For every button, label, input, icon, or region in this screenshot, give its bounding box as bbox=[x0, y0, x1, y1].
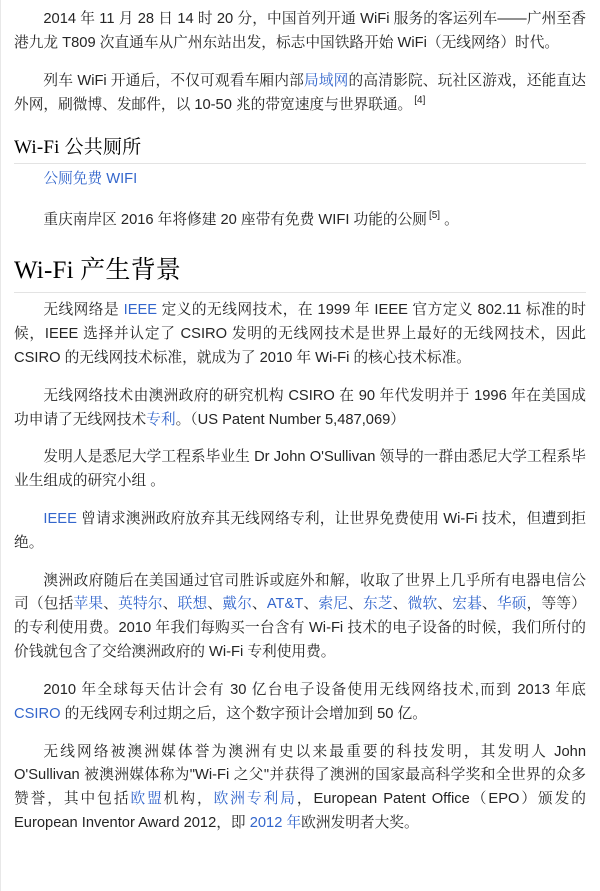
section-heading-wifi-public-toilet: Wi-Fi 公共厕所 bbox=[14, 132, 586, 164]
inline-link[interactable]: 欧洲专利局 bbox=[213, 791, 297, 808]
paragraph-bg-4: IEEE 曾请求澳洲政府放弃其无线网络专利，让世界免费使用 Wi-Fi 技术，但遭到拒绝。 bbox=[14, 511, 586, 551]
inline-link[interactable]: 英特尔 bbox=[118, 596, 163, 613]
paragraph-bg-5: 澳洲政府随后在美国通过官司胜诉或庭外和解，收取了世界上几乎所有电器电信公司（包括苹果、英特尔、联想、戴尔、AT&T、索尼、东芝、微软、宏碁、华硕，等等）的专利使用费。2010 年我们每购买一台含有 Wi-Fi 技术的电子设备的时候，我们所付的价钱就包含了交给澳洲政府的 Wi-Fi 专利使用费。 bbox=[14, 572, 586, 661]
inline-link[interactable]: 东芝 bbox=[362, 596, 393, 613]
paragraph-toilet-1: 重庆南岸区 2016 年将修建 20 座带有免费 WIFI 功能的公厕 [5] 。 bbox=[43, 209, 459, 228]
section-heading-wifi-background: Wi-Fi 产生背景 bbox=[14, 250, 586, 293]
inline-link[interactable]: 华硕 bbox=[496, 596, 527, 613]
paragraph-bg-3: 发明人是悉尼大学工程系毕业生 Dr John O'Sullivan 领导的一群由悉尼大学工程系毕业生组成的研究小组 。 bbox=[14, 449, 586, 490]
paragraph-intro-1: 2014 年 11 月 28 日 14 时 20 分，中国首列开通 WiFi 服务的客运列车——广州至香港九龙 T809 次直通车从广州东站出发，标志中国铁路开始 WiFi（无线网络）时代。 bbox=[14, 11, 586, 51]
inline-link[interactable]: IEEE bbox=[43, 511, 77, 528]
inline-link[interactable]: 公厕免费 bbox=[43, 171, 107, 188]
paragraph-bg-2: 无线网络技术由澳洲政府的研究机构 CSIRO 在 90 年代发明并于 1996 年在美国成功申请了无线网技术专利。（US Patent Number 5,487,069） bbox=[14, 387, 586, 428]
paragraph-bg-7: 无线网络被澳洲媒体誉为澳洲有史以来最重要的科技发明，其发明人 John O'Sullivan 被澳洲媒体称为"Wi-Fi 之父"并获得了澳洲的国家最高科学奖和全世界的众多赞誉，其中包括欧盟机构，欧洲专利局，European Patent Office（EPO）颁发的 European Inventor Award 2012，即 2012 年欧洲发明者大奖。 bbox=[14, 743, 586, 831]
inline-link[interactable]: 宏碁 bbox=[452, 596, 482, 613]
inline-link[interactable]: IEEE bbox=[123, 302, 158, 319]
paragraph-bg-6: 2010 年全球每天估计会有 30 亿台电子设备使用无线网络技术,而到 2013 年底 CSIRO 的无线网专利过期之后，这个数字预计会增加到 50 亿。 bbox=[14, 681, 586, 722]
reference-marker[interactable]: [5] bbox=[428, 209, 441, 221]
inline-link[interactable]: 苹果 bbox=[73, 596, 104, 613]
link-line-free-wifi-toilet[interactable] bbox=[14, 168, 586, 192]
reference-marker[interactable]: [4] bbox=[414, 95, 426, 107]
inline-link[interactable]: CSIRO bbox=[14, 705, 61, 722]
inline-link[interactable]: 联想 bbox=[177, 596, 208, 613]
left-margin-rule bbox=[0, 0, 1, 891]
paragraph-intro-2: 列车 WiFi 开通后，不仅可观看车厢内部局域网的高清影院、玩社区游戏，还能直达外网，刷微博、发邮件，以 10-50 兆的带宽速度与世界联通。 [4] bbox=[14, 72, 586, 114]
inline-link[interactable]: 索尼 bbox=[318, 596, 349, 613]
inline-link[interactable]: 2012 年 bbox=[249, 814, 302, 831]
inline-link[interactable]: 局域网 bbox=[303, 72, 349, 89]
paragraph-bg-1: 无线网络是 IEEE 定义的无线网技术，在 1999 年 IEEE 官方定义 802.11 标准的时候，IEEE 选择并认定了 CSIRO 发明的无线网技术是世界上最好的无线网技术，因此 CSIRO 的无线网技术标准，就成为了 2010 年 Wi-Fi 的核心技术标准。 bbox=[14, 302, 586, 366]
inline-link[interactable]: 欧盟 bbox=[130, 791, 164, 808]
inline-link[interactable]: WIFI bbox=[106, 171, 138, 188]
inline-link[interactable]: AT&T bbox=[266, 596, 304, 613]
inline-link[interactable]: 专利 bbox=[146, 411, 176, 428]
inline-link[interactable]: 戴尔 bbox=[222, 596, 252, 613]
inline-link[interactable]: 微软 bbox=[407, 596, 438, 613]
